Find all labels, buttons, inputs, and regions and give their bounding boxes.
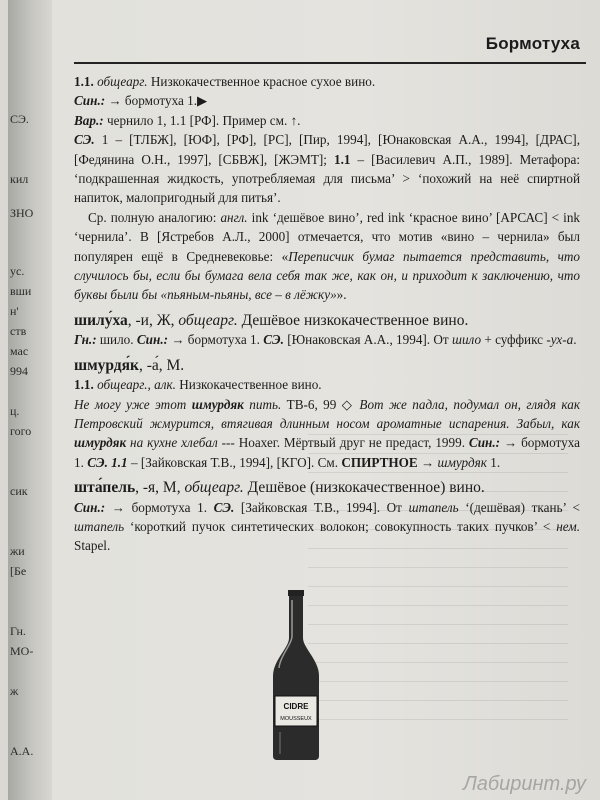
edge-text: СЭ.: [10, 112, 29, 126]
text-run: ».: [336, 287, 347, 303]
edge-text: кил: [10, 172, 29, 186]
se-label: СЭ. 1.1: [87, 454, 128, 470]
usage-tag: общеарг.: [184, 479, 244, 497]
text-run: .: [573, 332, 577, 348]
definition: Низкокачественное красное сухое вино.: [147, 74, 376, 89]
grammar: , -а́, М.: [138, 356, 185, 374]
usage-tag: общеарг., алк.: [97, 377, 176, 393]
syn-label: Син.:: [74, 499, 106, 515]
text-run: → бормотуха 1.: [105, 499, 214, 515]
text-run: → бормотуха 1.: [168, 332, 264, 348]
text-run: 1.: [486, 454, 501, 470]
edge-text: 994: [10, 364, 28, 378]
text-run: ‘(дешёвая) ткань’ <: [458, 499, 580, 515]
usage-tag: общеарг.: [97, 74, 148, 89]
text-run: Stapel.: [74, 538, 111, 554]
edge-text: ц.: [10, 404, 20, 418]
bottle-label-cidre: CIDRE: [283, 702, 309, 711]
se-label: СЭ.: [74, 132, 95, 148]
example-keyword: шмурдяк: [191, 396, 244, 412]
grammar: , -и, Ж,: [127, 311, 179, 329]
syn-label: Син.:: [468, 435, 501, 451]
sense-number: 1.1.: [74, 74, 94, 89]
edge-text: вши: [10, 284, 32, 298]
text-run: Ср. полную аналогию:: [88, 209, 221, 225]
synonym-line: [74, 91, 580, 110]
etym-word: шило: [451, 332, 482, 348]
definition: Дешёвое низкокачественное вино.: [237, 311, 469, 329]
entry-shmurdyak: [74, 356, 580, 375]
running-header: [74, 32, 586, 64]
edge-text: сик: [10, 484, 28, 498]
cider-bottle-illustration: [266, 586, 326, 762]
edge-text: ус.: [10, 264, 25, 278]
headword: шта́пель: [74, 479, 136, 497]
text-run: ‘короткий пучок синтетических волокон; совокупность таких пучков’ <: [124, 518, 557, 534]
etym-word: штапель: [408, 499, 459, 515]
text-run: + суффикс: [481, 332, 547, 348]
cross-ref-word: шмурдяк: [437, 454, 487, 470]
comparison-paragraph: [74, 208, 580, 305]
edge-text: жи: [10, 544, 25, 558]
previous-page-edge: [8, 0, 52, 800]
edge-text: мас: [10, 344, 29, 358]
text-run: →: [417, 454, 438, 470]
example: пить.: [243, 396, 282, 412]
source: ТВ-6, 99 ◇: [281, 396, 360, 412]
entry-shilukha-refs: [74, 330, 580, 349]
syn-label: Син.:: [74, 93, 106, 109]
entry-shilukha: [74, 311, 580, 330]
suffix: -ух-а: [546, 332, 574, 348]
syn-text: → бормотуха 1.▶: [105, 93, 208, 109]
book-page: [8, 0, 600, 800]
lang-tag: англ.: [220, 209, 248, 225]
example: Не могу уже этот: [74, 396, 192, 412]
text-run: [Юнаковская А.А., 1994]. От: [283, 332, 452, 348]
definition: Низкокачественное вино.: [175, 377, 322, 393]
edge-text: ств: [10, 324, 27, 338]
definition: Дешёвое (низкокачественное) вино.: [243, 479, 485, 497]
edge-text: н': [10, 304, 19, 318]
sources-text: 1 – [ТЛБЖ], [ЮФ], [РФ], [РС], [Пир, 1994], [Юнаковская А.А., 1994], [ДРАС], [Федянина О.Н., 1997], [СБВЖ], [ЖЭМТ];: [74, 132, 580, 167]
examples: [74, 395, 580, 473]
edge-text: Гн.: [10, 624, 26, 638]
sense-ref: 1.1: [333, 151, 351, 167]
se-label: СЭ.: [213, 499, 235, 515]
lang-tag: нем.: [556, 518, 580, 534]
sense-1-1: [74, 375, 580, 394]
se-label: СЭ.: [263, 332, 284, 348]
edge-text: ж: [10, 684, 19, 698]
sources-line: [74, 130, 580, 208]
edge-text: ЗНО: [10, 206, 34, 220]
example-keyword: шмурдяк: [74, 435, 127, 451]
entry-shtapel-refs: [74, 498, 580, 556]
sources-text-2: – [Василевич А.П., 1989]. Метафора: ‘подкрашенная жидкость, употребляемая для письма’ > ‘похожий на неё спиртной напиток, малопригодный для питья’.: [74, 151, 580, 206]
text-run: – [Зайковская Т.В., 1994], [КГО]. См.: [127, 454, 342, 470]
gn-label: Гн.:: [74, 332, 97, 348]
edge-text: гого: [10, 424, 32, 438]
etym-word: штапель: [74, 518, 125, 534]
dictionary-text: [74, 72, 580, 556]
page-title: Бормотуха: [485, 34, 580, 53]
bottle-label-mousseux: MOUSSEUX: [280, 716, 312, 722]
edge-text: МО-: [10, 644, 34, 658]
edge-text: А.А.: [10, 744, 34, 758]
syn-label: Син.:: [136, 332, 169, 348]
headword: шмурдя́к: [74, 356, 139, 374]
text-run: [Зайковская Т.В., 1994]. От: [234, 499, 409, 515]
example: на кухне хлебал: [126, 435, 218, 451]
text-run: шило.: [96, 332, 137, 348]
var-text: чернило 1, 1.1 [РФ]. Пример см. ↑.: [103, 112, 301, 128]
cross-ref: СПИРТНОЕ: [341, 454, 418, 470]
quote: Переписчик бумаг пытается представить, что случилось бы, если бы бумага вела себя так же, как он, и приходит к заключению, что буквы были бы «пьяным-пьяны, все – в лёжку»: [74, 248, 580, 303]
text-run: → бормотуха 1.: [74, 435, 580, 470]
sense-number: 1.1.: [74, 377, 94, 393]
text-run: ink ‘дешёвое вино’, red ink ‘красное вино’ [АРСАС] < ink ‘чернила’. В [Ястребов А.Л., 2000] отмечается, что мотив «вино – чернила» был популярен ещё в Средневековье: «: [74, 209, 581, 264]
headword: шилу́ха: [74, 311, 128, 329]
usage-tag: общеарг.: [178, 311, 238, 329]
example: Вот же падла, подумал он, глядя как Петровский жмурится, втягивая длинным носом ароматные испарения. Забыл, как: [74, 396, 581, 431]
entry-shtapel: [74, 478, 580, 497]
variant-line: [74, 111, 580, 130]
source: --- Ноахег. Мёртвый друг не предаст, 1999.: [217, 435, 469, 451]
edge-text: [Бе: [10, 564, 27, 578]
watermark: Лабиринт.ру: [463, 773, 586, 795]
var-label: Вар.:: [74, 112, 104, 128]
sense-1-1: [74, 72, 580, 91]
grammar: , -я, М,: [135, 479, 185, 497]
